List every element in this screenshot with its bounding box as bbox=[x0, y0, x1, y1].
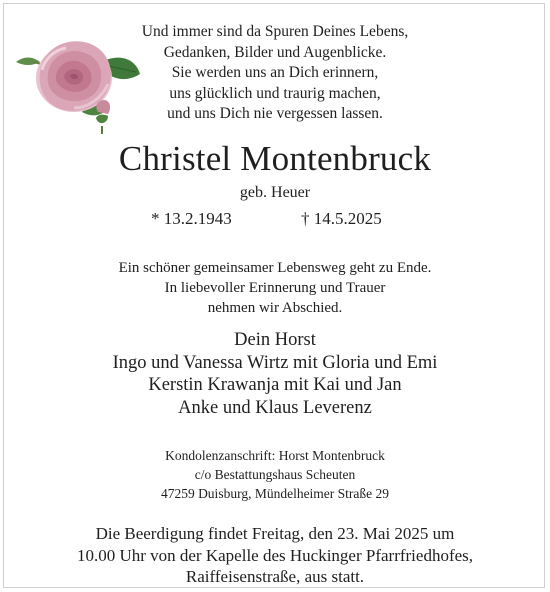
funeral-line: Die Beerdigung findet Freitag, den 23. Mai 2025 um bbox=[95, 524, 455, 543]
poem-line: Und immer sind da Spuren Deines Lebens, bbox=[141, 23, 409, 40]
deceased-name: Christel Montenbruck bbox=[118, 139, 432, 178]
farewell-line: In liebevoller Erinnerung und Trauer bbox=[164, 280, 386, 296]
poem bbox=[120, 22, 430, 125]
poem-line: uns glücklich und traurig machen, bbox=[169, 84, 381, 102]
poem-line: Sie werden uns an Dich erinnern, bbox=[171, 64, 379, 81]
poem-line: und uns Dich nie vergessen lassen. bbox=[167, 105, 383, 122]
address-line: 47259 Duisburg, Mündelheimer Straße 29 bbox=[160, 486, 390, 501]
birth-name: geb. Heuer bbox=[239, 184, 311, 201]
birth-date: * 13.2.1943 bbox=[151, 209, 232, 228]
mourner-line: Anke und Klaus Leverenz bbox=[178, 397, 372, 418]
mourner-line: Ingo und Vanessa Wirtz mit Gloria und Emi bbox=[112, 352, 438, 373]
mourner-line: Kerstin Krawanja mit Kai und Jan bbox=[148, 375, 402, 395]
mourners-list bbox=[0, 329, 550, 419]
farewell-line: Ein schöner gemeinsamer Lebensweg geht zu Ende. bbox=[118, 260, 432, 276]
farewell-text bbox=[0, 258, 550, 318]
address-line: c/o Bestattungshaus Scheuten bbox=[194, 467, 356, 482]
poem-line: Gedanken, Bilder und Augenblicke. bbox=[163, 43, 387, 61]
funeral-line: Raiffeisenstraße, aus statt. bbox=[185, 567, 365, 586]
death-date: † 14.5.2025 bbox=[301, 209, 382, 228]
funeral-notice bbox=[0, 523, 550, 588]
farewell-line: nehmen wir Abschied. bbox=[207, 300, 343, 316]
condolence-address bbox=[0, 446, 550, 503]
address-line: Kondolenzanschrift: Horst Montenbruck bbox=[165, 448, 385, 463]
funeral-line: 10.00 Uhr von der Kapelle des Huckinger Pfarrfriedhofes, bbox=[76, 545, 474, 565]
mourner-line: Dein Horst bbox=[234, 330, 316, 350]
